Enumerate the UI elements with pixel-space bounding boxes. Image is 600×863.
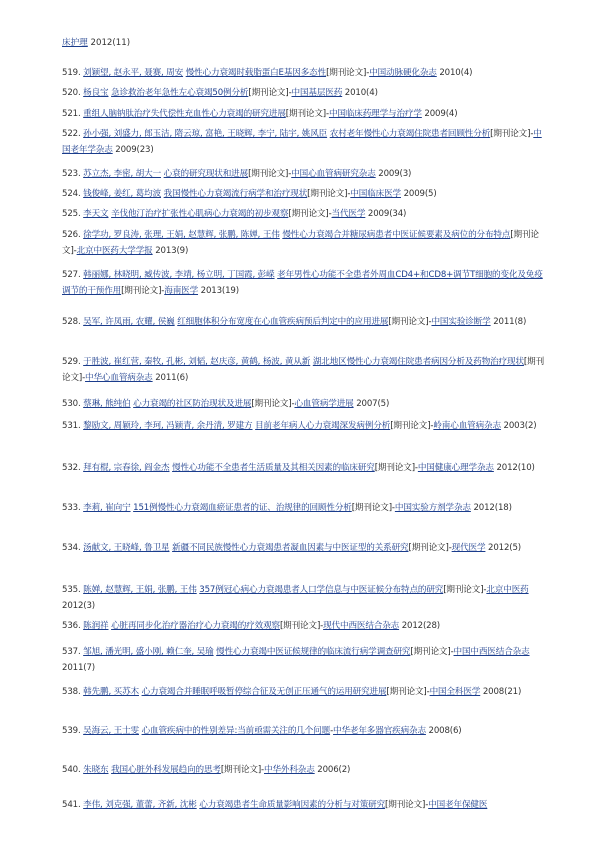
title-link[interactable]: 我国心脏外科发展趋向的思考: [111, 765, 221, 775]
year: 2009(3): [378, 169, 412, 179]
separator: -: [448, 543, 452, 553]
reference-entry: [62, 85, 544, 101]
separator: -: [347, 189, 351, 199]
entry-number: 523.: [62, 169, 81, 179]
journal-link[interactable]: 中华心血管病杂志: [85, 373, 153, 383]
doc-type: [期刊论文]: [390, 421, 431, 431]
entry-number: 536.: [62, 621, 81, 631]
journal-link[interactable]: 现代医学: [451, 543, 486, 553]
title-link[interactable]: 目前老年病人心力衰竭深发病例分析: [255, 421, 391, 431]
separator: -: [161, 286, 165, 296]
entry-number: 535.: [62, 585, 81, 595]
year: 2007(5): [356, 399, 390, 409]
separator: -: [330, 726, 334, 736]
reference-entry: [62, 460, 544, 476]
journal-link[interactable]: 中国心血管病研究杂志: [291, 169, 376, 179]
entry-number: 541.: [62, 800, 81, 810]
entry-number: 528.: [62, 317, 81, 327]
title-link[interactable]: 心力衰竭的社区防治现状及进展: [133, 399, 252, 409]
journal-link[interactable]: 中华老年多器官疾病杂志: [333, 726, 426, 736]
reference-entry: [62, 618, 544, 634]
authors-link[interactable]: 韩丽娜, 林晓明, 臧传波, 李靖, 杨立明, 丁国霞, 彭嵘: [83, 270, 275, 280]
reference-entry: [62, 354, 544, 386]
journal-link[interactable]: 中国临床医学: [350, 189, 401, 199]
year: 2012(3): [62, 601, 95, 611]
entry-number: 525.: [62, 209, 81, 219]
entry-number: 540.: [62, 765, 81, 775]
authors-link[interactable]: 陈婵, 赵慧辉, 王娟, 张鹏, 王伟: [83, 585, 197, 595]
title-link[interactable]: 慢性心功能不全患者生活质量及其相关因素的临床研究: [172, 463, 375, 473]
entry-number: 537.: [62, 647, 81, 657]
separator: -: [425, 800, 429, 810]
year: 2010(4): [344, 88, 378, 98]
reference-entry: [62, 206, 544, 222]
reference-entry: [62, 762, 544, 778]
year: 2008(6): [428, 726, 462, 736]
year: 2011(6): [155, 373, 189, 383]
title-link[interactable]: 老年男性心功能不全患者外周血CD4+和CD8+调节T细胞的变化及免疫调节的干预作用: [62, 270, 543, 296]
title-link[interactable]: 红细胞体积分布宽度在心血管疾病预后判定中的应用进展: [177, 317, 389, 327]
reference-entry: [62, 418, 544, 434]
journal-link[interactable]: 海南医学: [164, 286, 199, 296]
entry-number: 521.: [62, 109, 81, 119]
doc-type: [期刊论文]: [326, 68, 367, 78]
entry-number: 532.: [62, 463, 81, 473]
year: 2012(5): [488, 543, 522, 553]
doc-type: [期刊论文]: [62, 357, 545, 383]
separator: -: [483, 585, 487, 595]
year: 2012(28): [401, 621, 441, 631]
separator: -: [430, 421, 434, 431]
title-link[interactable]: 心力衰竭合并睡眠呼吸暂停综合征及无创正压通气的运用研究进展: [141, 687, 387, 697]
authors-link[interactable]: 李伟, 刘克强, 董蕾, 齐新, 沈彬: [83, 800, 197, 810]
entry-number: 522.: [62, 129, 81, 139]
separator: -: [82, 373, 86, 383]
reference-entry: [62, 797, 544, 813]
authors-link[interactable]: 韩先鹏, 买苏木: [83, 687, 139, 697]
separator: -: [426, 687, 430, 697]
entry-number: 519.: [62, 68, 81, 78]
doc-type: [期刊论文]: [220, 765, 262, 775]
reference-entry: [62, 540, 544, 556]
year: 2012(11): [90, 38, 131, 48]
reference-entry: [62, 582, 544, 614]
reference-entry: [62, 644, 544, 676]
year: 2011(8): [493, 317, 527, 327]
journal-link[interactable]: 北京中医药大学学报: [76, 246, 153, 256]
entry-number: 533.: [62, 503, 81, 513]
journal-link[interactable]: 中国老年学杂志: [62, 129, 542, 155]
doc-type: [期刊论文]: [62, 230, 539, 256]
doc-type: [期刊论文]: [388, 317, 429, 327]
entry-number: 538.: [62, 687, 81, 697]
reference-entry: [62, 227, 544, 259]
journal-link[interactable]: 床护理: [62, 38, 88, 48]
doc-type: [期刊论文]: [285, 109, 326, 119]
title-link[interactable]: 慢性心力衰竭合并糖尿病患者中医证候要素及病位的分布特点: [282, 230, 511, 240]
journal-link[interactable]: 中华外科杂志: [264, 765, 315, 775]
separator: -: [450, 647, 454, 657]
separator: -: [73, 246, 77, 256]
title-link[interactable]: 心力衰竭患者生命质量影响因素的分析与对策研究: [199, 800, 386, 810]
title-link[interactable]: 心血管疾病中的性别差异:当前亟需关注的几个问题: [141, 726, 331, 736]
journal-link[interactable]: 中国实验诊断学: [431, 317, 491, 327]
year: 2008(21): [482, 687, 522, 697]
title-link[interactable]: 农村老年慢性心力衰竭住院患者回顾性分析: [329, 129, 491, 139]
separator: -: [428, 317, 432, 327]
entry-number: 526.: [62, 230, 81, 240]
doc-type: [期刊论文]: [408, 543, 449, 553]
journal-link[interactable]: 中国动脉硬化杂志: [369, 68, 437, 78]
doc-type: [期刊论文]: [385, 800, 426, 810]
reference-entry: [62, 500, 544, 516]
doc-type: [期刊论文]: [279, 621, 321, 631]
entry-number: 531.: [62, 421, 81, 431]
year: 2010(4): [439, 68, 473, 78]
separator: -: [288, 169, 292, 179]
journal-link[interactable]: 现代中西医结合杂志: [323, 621, 400, 631]
separator: -: [391, 503, 395, 513]
authors-link[interactable]: 孙小强, 刘盛力, 郎玉洁, 隋云琼, 富艳, 王晓辉, 李宁, 陆宇, 姚风臣: [83, 129, 328, 139]
title-link[interactable]: 151例慢性心力衰竭血瘀证患者的证、治规律的回顾性分析: [133, 503, 352, 513]
journal-link[interactable]: 当代医学: [331, 209, 366, 219]
reference-entry: [62, 314, 544, 330]
title-link[interactable]: 慢性心力衰竭时载脂蛋白E基因多态性: [185, 68, 327, 78]
title-link[interactable]: 心脏再同步化治疗器治疗心力衰竭的疗效观察: [111, 621, 280, 631]
year: 2009(4): [424, 109, 458, 119]
entry-number: 524.: [62, 189, 81, 199]
separator: -: [530, 129, 534, 139]
reference-entry: [62, 267, 544, 299]
authors-link[interactable]: 刘颖望, 赵永平, 聂赛, 周安: [83, 68, 184, 78]
year: 2012(18): [473, 503, 512, 513]
separator: -: [325, 109, 329, 119]
doc-type: [期刊论文]: [443, 585, 484, 595]
year: 2009(23): [115, 145, 154, 155]
year: 2009(34): [367, 209, 407, 219]
entry-number: 539.: [62, 726, 81, 736]
separator: -: [291, 399, 295, 409]
authors-link[interactable]: 黎励文, 周颖玲, 李珂, 冯颖青, 余丹清, 罗建方: [83, 421, 253, 431]
journal-link[interactable]: 中国老年保健医: [428, 800, 488, 810]
authors-link[interactable]: 陈润祥: [83, 621, 109, 631]
journal-link[interactable]: 中国实验方剂学杂志: [394, 503, 471, 513]
doc-type: [期刊论文]: [351, 503, 392, 513]
journal-link[interactable]: 中国全科医学: [429, 687, 481, 697]
doc-type: [期刊论文]: [248, 88, 289, 98]
authors-link[interactable]: 钱俊峰, 姜红, 葛均波: [83, 189, 162, 199]
reference-entry: [62, 166, 544, 182]
journal-link[interactable]: 中国临床药理学与治疗学: [328, 109, 422, 119]
separator: -: [366, 68, 370, 78]
authors-link[interactable]: 杨良宝: [83, 88, 109, 98]
journal-link[interactable]: 中国健康心理学杂志: [417, 463, 494, 473]
title-link[interactable]: 重组人脑钠肽治疗失代偿性充血性心力衰竭的研究进展: [83, 109, 286, 119]
year: 2012(10): [496, 463, 535, 473]
year: 2003(2): [503, 421, 537, 431]
reference-entry: [62, 106, 544, 122]
authors-link[interactable]: 邹旭, 潘光明, 盛小刚, 赖仁奎, 吴瑜: [83, 647, 214, 657]
authors-link[interactable]: 汤献文, 王晓峰, 鲁卫星: [83, 543, 170, 553]
authors-link[interactable]: 李莉, 崔向宁: [83, 503, 131, 513]
reference-entry: [62, 186, 544, 202]
title-link[interactable]: 心衰的研究现状和进展: [163, 169, 249, 179]
reference-entry: [62, 684, 544, 700]
year: 2009(5): [403, 189, 437, 199]
authors-link[interactable]: 拜有棍, 宗春徐, 阎金杰: [83, 463, 170, 473]
year: 2006(2): [317, 765, 351, 775]
doc-type: [期刊论文]: [121, 286, 162, 296]
journal-link[interactable]: 中国中西医结合杂志: [453, 647, 530, 657]
year: 2013(9): [155, 246, 189, 256]
doc-type: [期刊论文]: [248, 169, 289, 179]
entry-number: 529.: [62, 357, 81, 367]
entry-number: 530.: [62, 399, 81, 409]
entry-number: 534.: [62, 543, 81, 553]
continued-reference: [62, 37, 562, 49]
entry-number: 527.: [62, 270, 81, 280]
journal-link[interactable]: 北京中医药: [486, 585, 529, 595]
doc-type: [期刊论文]: [490, 129, 531, 139]
title-link[interactable]: 湖北地区慢性心力衰竭住院患者病因分析及药物治疗现状: [312, 357, 524, 367]
journal-link[interactable]: 岭南心血管病杂志: [433, 421, 501, 431]
authors-link[interactable]: 苏立杰, 李密, 胡大一: [83, 169, 162, 179]
doc-type: [期刊论文]: [288, 209, 329, 219]
journal-link[interactable]: 心血管病学进展: [294, 399, 354, 409]
authors-link[interactable]: 于胜波, 崔红营, 秦牧, 孔彬, 刘韬, 赵庆彦, 黄鹤, 杨波, 黄从新: [83, 357, 311, 367]
authors-link[interactable]: 吴军, 许凤雨, 农耀, 侯巍: [83, 317, 175, 327]
year: 2011(7): [62, 663, 95, 673]
authors-link[interactable]: 蔡琳, 熊纯伯: [83, 399, 131, 409]
separator: -: [288, 88, 292, 98]
title-link[interactable]: 357例冠心病心力衰竭患者人口学信息与中医证候分布特点的研究: [199, 585, 444, 595]
doc-type: [期刊论文]: [251, 399, 292, 409]
entry-number: 520.: [62, 88, 81, 98]
reference-entry: [62, 396, 544, 412]
separator: -: [320, 621, 324, 631]
doc-type: [期刊论文]: [410, 647, 451, 657]
authors-link[interactable]: 吴海云, 王士雯: [83, 726, 139, 736]
doc-type: [期刊论文]: [386, 687, 427, 697]
separator: -: [261, 765, 264, 775]
doc-type: [期刊论文]: [374, 463, 415, 473]
title-link[interactable]: 辛伐他汀治疗扩张性心肌病心力衰竭的初步观察: [111, 209, 289, 219]
authors-link[interactable]: 徐学功, 罗良涛, 张理, 王娟, 赵慧辉, 张鹏, 陈婵, 王伟: [83, 230, 280, 240]
doc-type: [期刊论文]: [307, 189, 348, 199]
year: 2013(19): [200, 286, 239, 296]
title-link[interactable]: 慢性心力衰竭中医证候规律的临床流行病学调查研究: [216, 647, 411, 657]
title-link[interactable]: 急诊救治老年急性左心衰竭50例分析: [111, 88, 249, 98]
journal-link[interactable]: 中国基层医药: [291, 88, 343, 98]
separator: -: [414, 463, 418, 473]
authors-link[interactable]: 朱晓东: [83, 765, 109, 775]
separator: -: [328, 209, 332, 219]
reference-entry: [62, 126, 544, 158]
reference-entry: [62, 723, 544, 739]
authors-link[interactable]: 李天文: [83, 209, 109, 219]
reference-entry: [62, 65, 544, 81]
title-link[interactable]: 新疆不同民族慢性心力衰竭患者凝血因素与中医证型的关系研究: [172, 543, 409, 553]
title-link[interactable]: 我国慢性心力衰竭流行病学和治疗现状: [163, 189, 308, 199]
